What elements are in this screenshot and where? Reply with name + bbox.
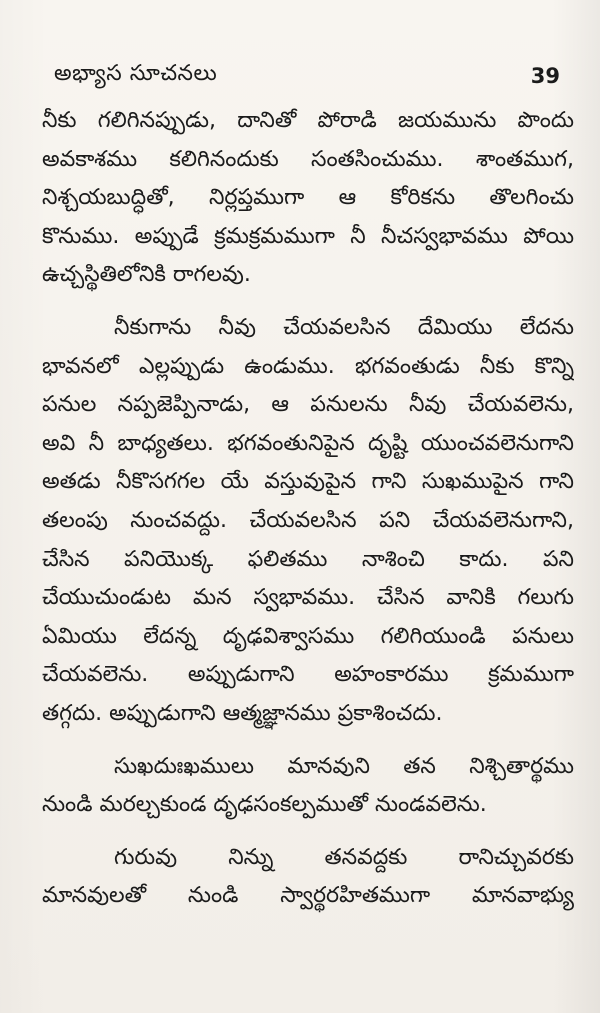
paragraph-1 <box>42 102 574 295</box>
text-line: భావనలో ఎల్లప్పుడు ఉండుము. భగవంతుడు నీకు కొన్ని <box>42 353 574 379</box>
running-title: అభ్యాస సూచనలు <box>54 61 218 86</box>
text-line: కొనుము. అప్పుడే క్రమక్రమముగా నీ నీచస్వభావము పోయి <box>42 223 574 249</box>
text-line: ఉచ్చస్థితిలోనికి రాగలవు. <box>42 262 251 288</box>
text-line: నీకు గలిగినప్పుడు, దానితో పోరాడి జయమును పొందు <box>42 108 574 133</box>
text-line: ఏమియు లేదన్న దృఢవిశ్వాసము గలిగియుండి పనులు <box>42 623 574 649</box>
text-line: చేసిన పనియొక్క ఫలితము నాశించి కాదు. పని <box>42 546 574 572</box>
text-line: చేయుచుండుట మన స్వభావము. చేసిన వానికి గలుగు <box>42 585 574 611</box>
text-line: చేయవలెను. అప్పుడుగాని అహంకారము క్రమముగా <box>42 662 574 688</box>
text-line: నుండి మరల్చకుండ దృఢసంకల్పముతో నుండవలెను. <box>42 792 487 818</box>
paragraph-2 <box>42 309 574 734</box>
text-line: అవకాశము కలిగినందుకు సంతసించుము. శాంతముగ, <box>42 146 574 172</box>
text-line: అవి నీ బాధ్యతలు. భగవంతునిపైన దృష్టి యుంచవలెనుగాని <box>42 430 574 456</box>
text-line: తలంపు నుంచవద్దు. చేయవలసిన పని చేయవలెనుగాని, <box>42 507 574 533</box>
text-line: నిశ్చయబుద్ధితో, నిర్లప్తముగా ఆ కోరికను తొలగించు <box>42 185 574 211</box>
text-line: పనుల నప్పజెప్పినాడు, ఆ పనులను నీవు చేయవలెను, <box>42 392 574 418</box>
text-line: గురువు నిన్ను తనవద్దకు రానిచ్చువరకు <box>114 844 574 870</box>
page-header <box>54 56 560 96</box>
paragraph-4 <box>42 839 574 916</box>
text-line: మానవులతో నుండి స్వార్థరహితముగా మానవాభ్యు <box>42 883 574 909</box>
page-number: 39 <box>530 64 560 88</box>
text-line: నీకుగాను నీవు చేయవలసిన దేమియు లేదను <box>114 314 574 340</box>
text-line: అతడు నీకొసగగల యే వస్తువుపైన గాని సుఖముపైన గాని <box>42 469 574 495</box>
body-text <box>42 102 574 916</box>
paragraph-3 <box>42 748 574 825</box>
text-line: తగ్గదు. అప్పుడుగాని ఆత్మజ్ఞానము ప్రకాశించదు. <box>42 700 443 726</box>
text-line: సుఖదుఃఖములు మానవుని తన నిశ్చితార్థము <box>114 753 574 779</box>
